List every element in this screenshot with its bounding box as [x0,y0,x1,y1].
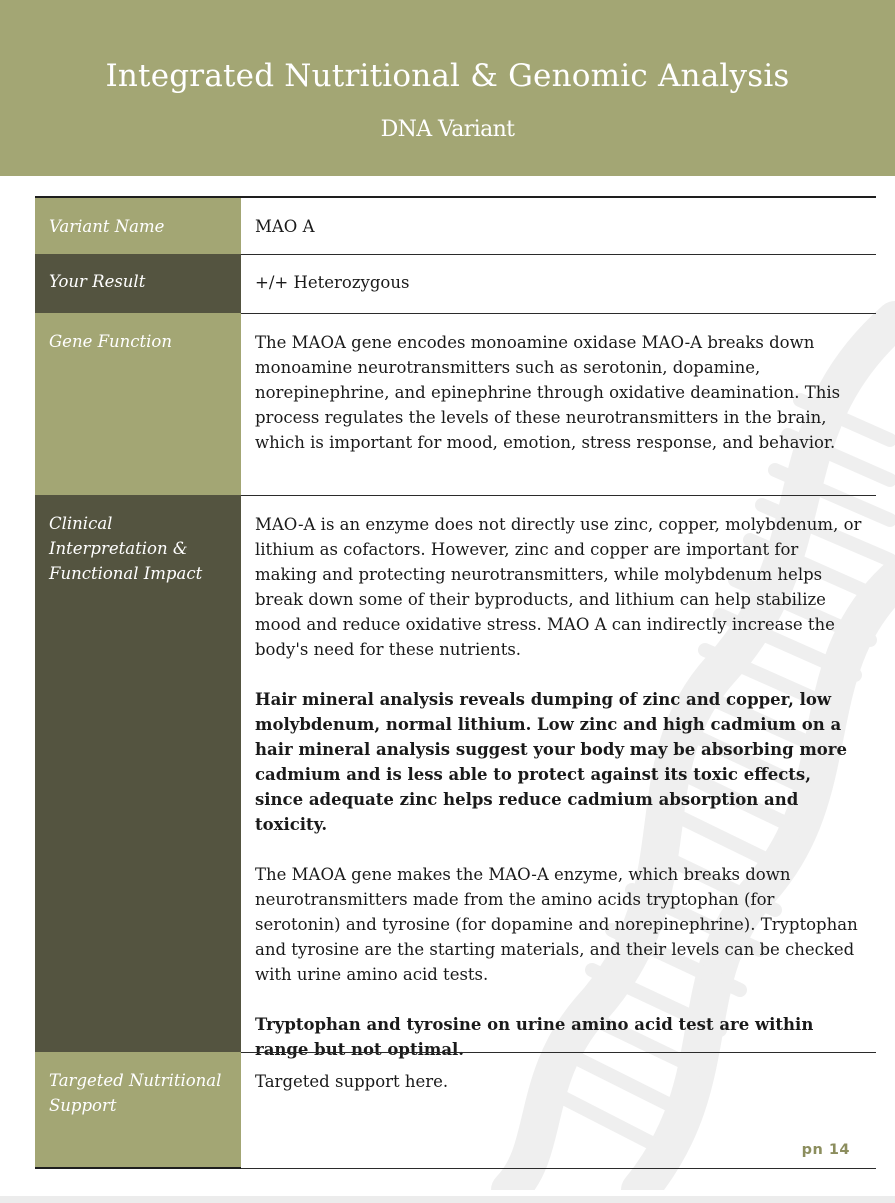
row-your-result [35,254,876,313]
targeted-support-label: Targeted Nutritional Support [35,1052,241,1169]
clinical-paragraph-bold: Hair mineral analysis reveals dumping of zinc and copper, low molybdenum, normal lithium. Low zinc and high cadmium on a hair mineral analysis suggest your body may be absorbing more cadmium and is less able to protect against its toxic effects, since adequate zinc helps reduce cadmium absorption and toxicity. [255,690,848,834]
gene-function-value: The MAOA gene encodes monoamine oxidase MAO-A breaks down monoamine neurotransmitters such as serotonin, dopamine, norepinephrine, and epinephrine through oxidative deamination. This process regulates the levels of these neurotransmitters in the brain, which is important for mood, emotion, stress response, and behavior. [241,313,876,495]
row-clinical-interpretation [35,495,876,1059]
clinical-paragraph: MAO-A is an enzyme does not directly use zinc, copper, molybdenum, or lithium as cofactors. However, zinc and copper are important for making and protecting neurotransmitters, while molybdenum helps break down some of their byproducts, and lithium can help stabilize mood and reduce oxidative stress. MAO A can indirectly increase the body's need for these nutrients. [255,515,862,659]
page-title: Integrated Nutritional & Genomic Analysis [105,58,790,94]
clinical-interpretation-value [241,495,876,1059]
gene-function-label: Gene Function [35,313,241,495]
row-variant-name [35,196,876,254]
variant-table [35,196,876,1169]
clinical-paragraph-bold: Tryptophan and tyrosine on urine amino acid test are within range but not optimal. [255,1015,814,1059]
your-result-value: +/+ Heterozygous [241,254,876,313]
your-result-label: Your Result [35,254,241,313]
row-gene-function [35,313,876,495]
targeted-support-value [241,1052,876,1169]
page-header [0,0,895,176]
clinical-interpretation-label: Clinical Interpretation & Functional Impact [35,495,241,1052]
clinical-paragraph: The MAOA gene makes the MAO-A enzyme, which breaks down neurotransmitters made from the amino acids tryptophan (for serotonin) and tyrosine (for dopamine and norepinephrine). Tryptophan and tyrosine are the starting materials, and their levels can be checked with urine amino acid tests. [255,865,858,984]
row-targeted-support [35,1052,876,1169]
footer-strip [0,1196,895,1203]
page-number: pn 14 [801,1142,850,1158]
variant-name-label: Variant Name [35,196,241,254]
variant-name-value: MAO A [241,196,876,254]
page-subtitle: DNA Variant [380,117,515,142]
targeted-support-text: Targeted support here. [255,1072,449,1091]
